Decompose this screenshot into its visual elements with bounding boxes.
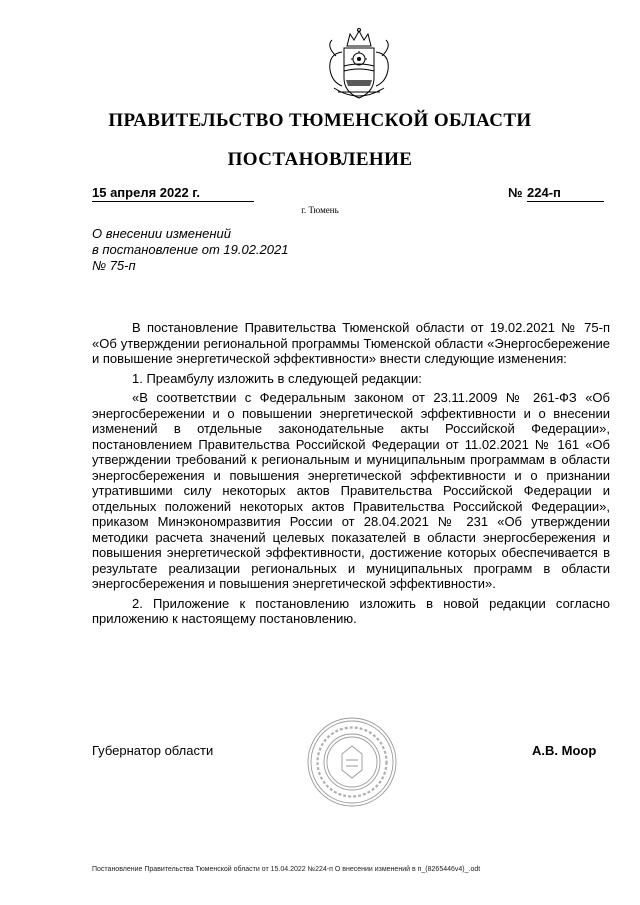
body-paragraph-item-2: 2. Приложение к постановлению изложить в новой редакции согласно приложению к настоящему постановлению.: [92, 595, 610, 626]
body-paragraph-intro: В постановление Правительства Тюменской области от 19.02.2021 № 75-п «Об утверждении региональной программы Тюменской области «Энергосбережение и повышение энергетической эффективности» внести следующие изменения:: [92, 320, 610, 366]
document-subject: [92, 226, 352, 274]
body-paragraph-item-1: 1. Преамбулу изложить в следующей редакции:: [132, 370, 422, 386]
document-footer: Постановление Правительства Тюменской области от 15.04.2022 №224-п О внесении изменений в п_(8265446v4)_.odt: [92, 866, 481, 873]
subject-line: в постановление от 19.02.2021: [92, 242, 289, 257]
signatory-position: Губернатор области: [92, 743, 214, 758]
document-city: г. Тюмень: [301, 205, 339, 215]
signatory-name: А.В. Моор: [532, 743, 597, 758]
subject-line: О внесении изменений: [92, 226, 231, 241]
official-seal-icon: [306, 716, 398, 808]
document-number-label: №: [508, 185, 523, 200]
subject-line: № 75-п: [92, 258, 136, 273]
body-paragraph-preamble: «В соответствии с Федеральным законом от 23.11.2009 № 261-ФЗ «Об энергосбережении и о повышении энергетической эффективности и о внесении изменений в отдельные законодательные акты Российской Федерации», постановлением Правительства Российской Федерации от 11.02.2021 № 161 «Об утверждении требований к региональным и муниципальным программам в области энергосбережения и повышения энергетической эффективности и о признании утратившими силу некоторых актов Правительства Российской Федерации и отдельных положений некоторых актов Правительства Российской Федерации», приказом Минэкономразвития России от 28.04.2021 № 231 «Об утверждении методики расчета значений целевых показателей в области энергосбережения и повышения энергетической эффективности, достижение которых обеспечивается в результате реализации региональных и муниципальных программ в области энергосбережения и повышения энергетической эффективности».: [92, 390, 610, 591]
document-body: [92, 320, 610, 631]
coat-of-arms-icon: [314, 26, 404, 104]
organization-title: ПРАВИТЕЛЬСТВО ТЮМЕНСКОЙ ОБЛАСТИ: [108, 110, 532, 131]
document-date: 15 апреля 2022 г.: [92, 185, 254, 202]
document-number: 224-п: [527, 185, 604, 202]
document-type-title: ПОСТАНОВЛЕНИЕ: [227, 149, 413, 170]
